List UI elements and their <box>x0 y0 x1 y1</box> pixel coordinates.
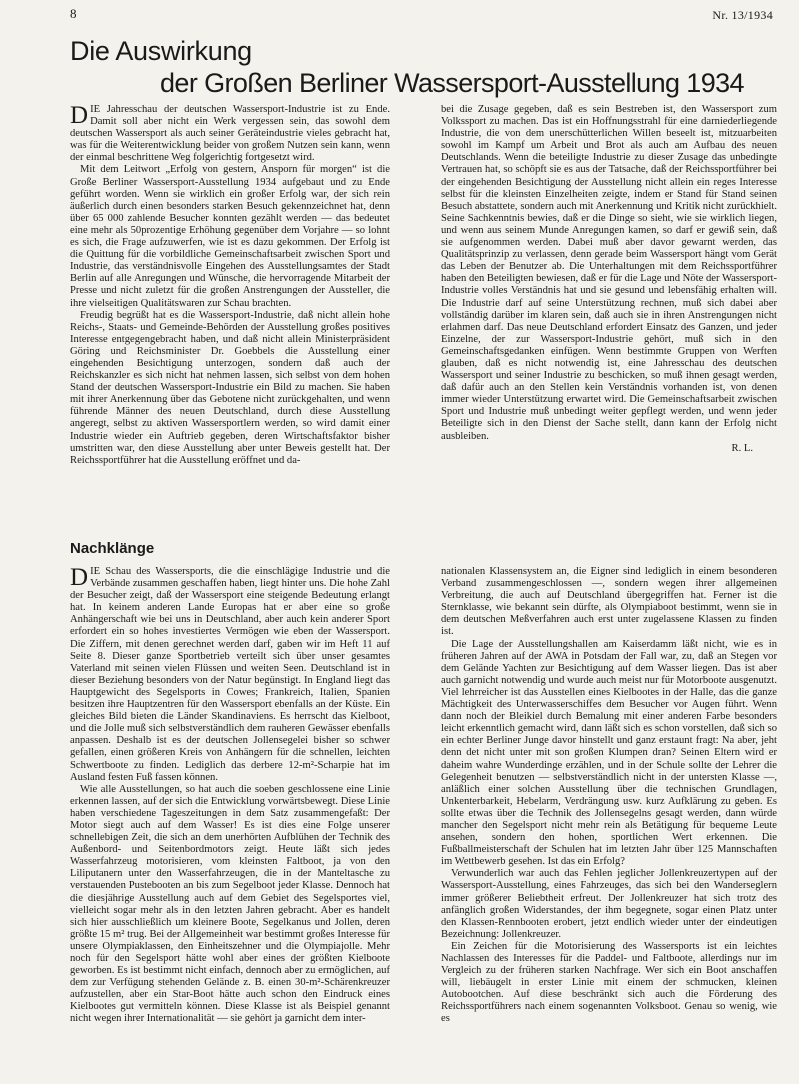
section-heading: Nachklänge <box>70 540 155 557</box>
article-title-line2: der Großen Berliner Wassersport-Ausstellung 1934 <box>160 68 744 98</box>
article-title-line1: Die Auswirkung <box>70 36 252 66</box>
article2-column-right <box>441 566 777 1066</box>
article1-paragraph-2: Mit dem Leitwort „Erfolg von gestern, Ansporn für morgen“ ist die Große Berliner Wassersport-Ausstellung 1934 aufgebaut und zu Ende geführt worden. Wenn sie wirklich ein großer Erfolg war, der sich rein äußerlich durch einen besonders starken Besuch gekennzeichnet hat, denn über 65 000 zahlende Besucher konnten gezählt werden — das bedeutet eine mehr als 50prozentige Erhöhung gegenüber dem Vorjahre — so lohnt es sich, die Frage aufzuwerfen, wie ist es dazu gekommen. Der Erfolg ist die Quittung für die vorbildliche Gemeinschaftsarbeit zwischen Sport und Industrie, das verständnisvolle Eingehen des Ausstellungsamtes der Stadt Berlin auf alle Anregungen und Wünsche, die hervorragende Mitarbeit der Presse und nicht zuletzt für die großen Anstrengungen der Aussteller, die ihre vielseitigen Qualitätswaren zur Schau brachten. <box>70 164 390 309</box>
article1-column-right <box>441 104 777 502</box>
page-number: 8 <box>70 6 77 21</box>
article1-paragraph-1: DIE Jahresschau der deutschen Wassersport-Industrie ist zu Ende. Damit soll aber nicht ein Werk vergessen sein, das sowohl dem deutschen Wassersport als auch seiner Geräteindustrie vieles gebracht hat, was für die Weiterentwicklung beider von großem Nutzen sein kann, wenn der einmal beschrittene Weg folgerichtig fortgesetzt wird. <box>70 104 390 164</box>
article2-paragraph-4: Die Lage der Ausstellungshallen am Kaiserdamm läßt nicht, wie es in früheren Jahren auf der AWA in Potsdam der Fall war, zu, daß an Stegen vor dem Gelände Yachten zur Besichtigung auf dem Wasser liegen. Das ist aber auch garnicht notwendig und wurde auch meist nur für Motorboote ausgenutzt. Viel lehrreicher ist das Ausstellen eines Kielbootes in der Halle, das die ganze Mächtigkeit des Unterwasserschiffes dem Besucher vor Augen führt. Wenn dann noch der Bleikiel durch Bemalung mit einer anderen Farbe besonders leicht erkenntlich gemacht wird, dann läßt sich es schon vorstellen, daß sich so ein echter Berliner Junge davor hinstellt und ganz erstaunt fragt: Na aber, jeht denn det nicht unter mit son großen Klumpen dran? Seinen Eltern wird er daheim wahre Wunderdinge erzählen, und in der Schule sollte der Lehrer die Gelegenheit benutzen — selbstverständlich nicht in der untersten Klasse —, anläßlich einer solchen Ausstellung über die technischen Grundlagen, Unkenterbarkeit, Hebelarm, Verdrängung usw. kurz Aufklärung zu geben. Es sollte etwas über die Technik des Jollensegelns gesagt werden, dann würde mancher den Segelsport nicht mehr rein als Betätigung für bequeme Leute ansehen, sondern den hohen, sportlichen Wert erkennen. Die Fußballmeisterschaft der Schulen hat im letzten Jahr über 125 Mannschaften im Wettbewerb gesehen. Ist das ein Erfolg? <box>441 638 777 868</box>
article2-paragraph-2: Wie alle Ausstellungen, so hat auch die soeben geschlossene eine Linie erkennen lassen, auf der sich die Entwicklung vorwärtsbewegt. Diese Linie haben verschiedene Tageszeitungen in dem Satz zusammengefaßt: Der Motor siegt auch auf dem Wasser! Es ist dies eine Folge unserer schnellebigen Zeit, die sich an dem unerhörten Aufblühen der Technik des Außenbord- und Seitenbordmotors zeigt. Heute läßt sich jedes Wasserfahrzeug motorisieren, vom kleinsten Faltboot, ja von den Liliputanern unter den Wasserfahrzeugen, die in der Manteltasche zu verstauenden Pustebooten an bis zum Segelboot jeder Klasse. Dennoch hat die diesjährige Ausstellung auch auf dem Gebiet des Segelsportes viel, vielleicht sogar mehr als in den letzten Jahren gebracht. Aber es handelt sich hier ausschließlich um kleinere Boote, Segelkanus und Jollen, deren größte 15 m² trug. Bei der Allgemeinheit war bestimmt großes Interesse für unsere Olympiaklassen, den Einheitszehner und die Olympiajolle. Mehr noch für den Segelsport hätte wohl aber eines der größten Kielboote geworben. Es ist bestimmt nicht einfach, dennoch aber zu ermöglichen, auf dem zur Verfügung stehenden Gelände z. B. einen 30-m²-Schärenkreuzer aufzustellen, aber ein Star-Boot hätte auch schon den Eindruck eines Kielbootes gut vermitteln können. Diese Klasse ist als Beispiel genannt nicht wegen ihrer Internationalität — sie gehört ja garnicht dem inter- <box>70 783 390 1025</box>
article2-paragraph-6: Ein Zeichen für die Motorisierung des Wassersports ist ein leichtes Nachlassen des Interesses für die Paddel- und Faltboote, allerdings nur im Vergleich zu der früheren starken Nachfrage. Wer sich ein Boot anschaffen will, liebäugelt in erster Linie mit einem der schmucken, kleinen Autobootchen. Auf diese beschränkt sich auch die Förderung des Reichssportführers nach einem sogenannten Volksboot. Genau so wenig, wie es <box>441 940 777 1025</box>
article2-column-left <box>70 566 390 1066</box>
article1-column-left <box>70 104 390 502</box>
article1-paragraph-4: bei die Zusage gegeben, daß es sein Bestreben ist, den Wassersport zum Volkssport zu machen. Das ist ein Hoffnungsstrahl für eine darniederliegende Industrie, die von dem unerschütterlichen Willen beseelt ist, mitzuarbeiten sowohl im Kampf um Arbeit und Brot als auch am Aufbau des neuen Deutschlands. Wenn die beteiligte Industrie zu dieser Zusage das unbedingte Vertrauen hat, so schöpft sie es aus der Tatsache, daß der Reichssportführer bei der eingehenden Besichtigung der Ausstellung nicht allein ein reges Interesse selbst für die kleinsten Einzelheiten zeigte, indem er Stand für Stand seinen Besuch abstattete, sondern auch mit Anerkennung und Kritik nicht zurückhielt. Seine Sachkenntnis bewies, daß er die Dinge so sieht, wie sie wirklich liegen, und wenn aus seinem Munde Anregungen kamen, so darf er gewiß sein, daß sie aufgenommen werden. Dabei muß aber davor gewarnt werden, das Qualitätsprinzip zu verlassen, denn gerade beim Wassersport hängt vom Gerät das Leben der Benutzer ab. Die Unterhaltungen mit dem Reichssportführer haben den Beteiligten bewiesen, daß er für die Lage und Nöte der Wassersport-Industrie volles Verständnis hat und sie gesund und lebensfähig erhalten will. Die Industrie darf auf seine Unterstützung rechnen, muß sich dabei aber vollständig darüber im klaren sein, daß auch sie in ihren Anstrengungen nicht erlahmen darf. Das neue Deutschland erfordert Einsatz des Ganzen, und jeder Einzelne, der zur Wassersport-Industrie gehört, muß sich in den Gemeinschaftsgedanken einfügen. Wenn bestimmte Gruppen von Werften glauben, daß es nicht notwendig ist, eine Jahresschau des deutschen Wassersport und seiner Industrie zu beschicken, so muß ihnen gesagt werden, daß dafür auch an den Stellen kein Verständnis vorhanden ist, von denen immer wieder Unterstützung erwartet wird. Die Gemeinschaftsarbeit zwischen Sport und Industrie muß unbedingt weiter gepflegt werden, und wenn jeder Beteiligte sich in den Dienst der Sache stellt, dann kann der Erfolg nicht ausbleiben. <box>441 104 777 442</box>
dropcap: D <box>70 566 89 591</box>
dropcap: D <box>70 104 89 129</box>
article2-paragraph-3: nationalen Klassensystem an, die Eigner sind lediglich in einem besonderen Verband zusammengeschlossen —, sondern wegen ihrer allgemeinen Verbreitung, die auch auf Deutschland übergegriffen hat. Ferner ist die Sternklasse, wie bekannt sein dürfte, als Olympiaboot bestimmt, wenn sie in dem deutschen Meßverfahren auch erst unter zugelassene Klassen zu finden ist. <box>441 566 777 638</box>
author-signature: R. L. <box>731 442 753 454</box>
article2-paragraph-5: Verwunderlich war auch das Fehlen jeglicher Jollenkreuzertypen auf der Wassersport-Ausstellung, eines Fahrzeuges, das sich bei den Wanderseglern immer größerer Beliebtheit erfreut. Der Jollenkreuzer hat sich trotz des anfänglich großen Widerstandes, der ihm begegnete, sogar einen Platz unter den Klassen-Rennbooten erobert, jetzt endlich wieder unter der eindeutigen Bezeichnung: Jollenkreuzer. <box>441 868 777 940</box>
issue-number: Nr. 13/1934 <box>712 8 773 22</box>
article1-paragraph-3: Freudig begrüßt hat es die Wassersport-Industrie, daß nicht allein hohe Reichs-, Staats- und Gemeinde-Behörden der Ausstellung großes positives Interesse entgegengebracht haben, und daß nicht allein Ministerpräsident Göring und Reichsminister Dr. Goebbels die Ausstellung einer eingehenden Besichtigung unterzogen, sondern daß auch der Reichskanzler es sich nicht hat nehmen lassen, sich selbst von dem hohen Stand der deutschen Wassersport-Industrie ein Bild zu machen. Sie haben mit ihrer Anerkennung über das Gebotene nicht zurückgehalten, und wenn führende Männer des neuen Deutschland, durch diese Ausstellung angeregt, selbst zu aktiven Wassersportlern werden, so wird damit einer Industrie wieder ein Auftrieb gegeben, deren Wirtschaftsfaktor bisher umstritten war, den diese Ausstellung aber unter Beweis gestellt hat. Der Reichssportführer hat die Ausstellung eröffnet und da- <box>70 309 390 466</box>
article2-paragraph-1: DIE Schau des Wassersports, die die einschlägige Industrie und die Verbände zusammen geschaffen haben, liegt hinter uns. Die hohe Zahl der Besucher zeigt, daß der Wassersport eine steigende Bedeutung erlangt hat. In keinem anderen Lande Europas hat er aber eine so große Anhängerschaft wie bei uns in Deutschland, aber auch kein anderer Sport erfordert ein so hohes investiertes Vermögen wie eben der Wassersport. Die Ziffern, mit denen gerechnet werden darf, gaben wir im Heft 11 auf Seite 8. Dieser ganze Sportbetrieb verteilt sich über unser gesamtes Vaterland mit seinen vielen Flüssen und weiten Seen. Deutschland ist in dieser Beziehung besonders von der Natur begünstigt. In England liegt das Hauptgewicht des Segelsports in Cowes; Frankreich, Italien, Spanien besitzen ihre Hauptzentren für den Wassersport ebenfalls an der Küste. Ein gleiches Bild bieten die Länder Skandinaviens. Es herrscht das Kielboot, und die Jolle muß sich selbstverständlich dem rauheren Gewässer ebenfalls anpassen. Deshalb ist es der deutschen Jollensegelei bisher so schwer gefallen, einen größeren Kreis von Anhängern für die schnellen, leichten Schwertboote zu finden. Lediglich das derbere 12-m²-Scharpie hat im Ausland festen Fuß fassen können. <box>70 566 390 783</box>
